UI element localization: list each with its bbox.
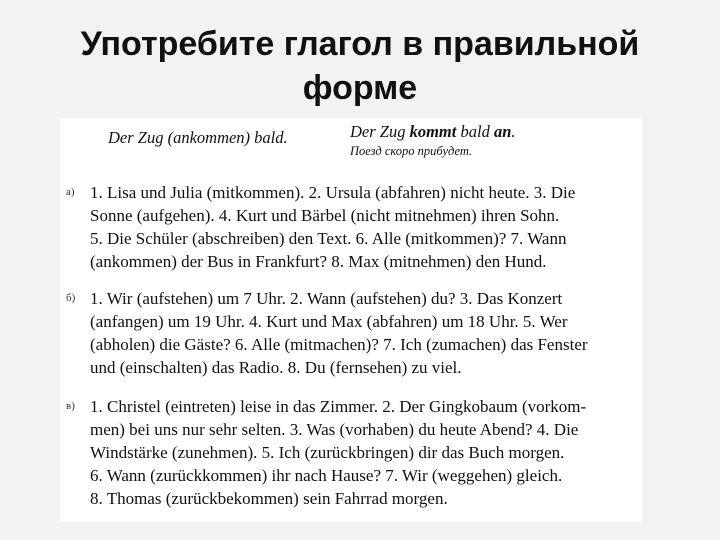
slide-title-line-2: форме [302,69,418,107]
example-answer [350,122,516,142]
example-answer-middle: bald [456,122,494,141]
exercise-line: 8. Thomas (zurückbekommen) sein Fahrrad morgen. [90,489,448,508]
exercise-line: (anfangen) um 19 Uhr. 4. Kurt und Max (abfahren) um 18 Uhr. 5. Wer [90,312,568,331]
exercise-marker: б) [66,292,76,304]
exercise-line: 1. Lisa und Julia (mitkommen). 2. Ursula (abfahren) nicht heute. 3. Die [90,183,576,202]
example-answer-prefix: Der Zug [350,122,410,141]
exercise-marker: а) [66,186,75,198]
exercise-line: (abholen) die Gäste? 6. Alle (mitmachen)? 7. Ich (zumachen) das Fenster [90,335,588,354]
exercise-marker: в) [66,400,75,412]
exercise-line: men) bei uns nur sehr selten. 3. Was (vorhaben) du heute Abend? 4. Die [90,420,579,439]
slide-title [0,22,720,110]
example-answer-verb: kommt [409,122,457,141]
exercise-line: 5. Die Schüler (abschreiben) den Text. 6. Alle (mitkommen)? 7. Wann [90,229,567,248]
exercise-line: Sonne (aufgehen). 4. Kurt und Bärbel (nicht mitnehmen) ihren Sohn. [90,206,560,225]
exercise-line: und (einschalten) das Radio. 8. Du (fernsehen) zu viel. [90,358,462,377]
scanned-exercise-page [60,118,642,522]
exercise-line: (ankommen) der Bus in Frankfurt? 8. Max (mitnehmen) den Hund. [90,252,547,271]
example-sentence: Der Zug (ankommen) bald. [108,128,288,147]
example-answer-particle: an [493,122,512,141]
exercise-line: 6. Wann (zurückkommen) ihr nach Hause? 7. Wir (weggehen) gleich. [90,466,563,485]
exercise-line: Windstärke (zunehmen). 5. Ich (zurückbringen) dir das Buch morgen. [90,443,565,462]
exercise-line: 1. Wir (aufstehen) um 7 Uhr. 2. Wann (aufstehen) du? 3. Das Konzert [90,289,563,308]
example-translation: Поезд скоро прибудет. [350,144,473,158]
exercise-line: 1. Christel (eintreten) leise in das Zimmer. 2. Der Gingkobaum (vorkom- [90,397,587,416]
slide-title-line-1: Употребите глагол в правильной [80,25,640,63]
example-answer-end: . [511,122,516,141]
